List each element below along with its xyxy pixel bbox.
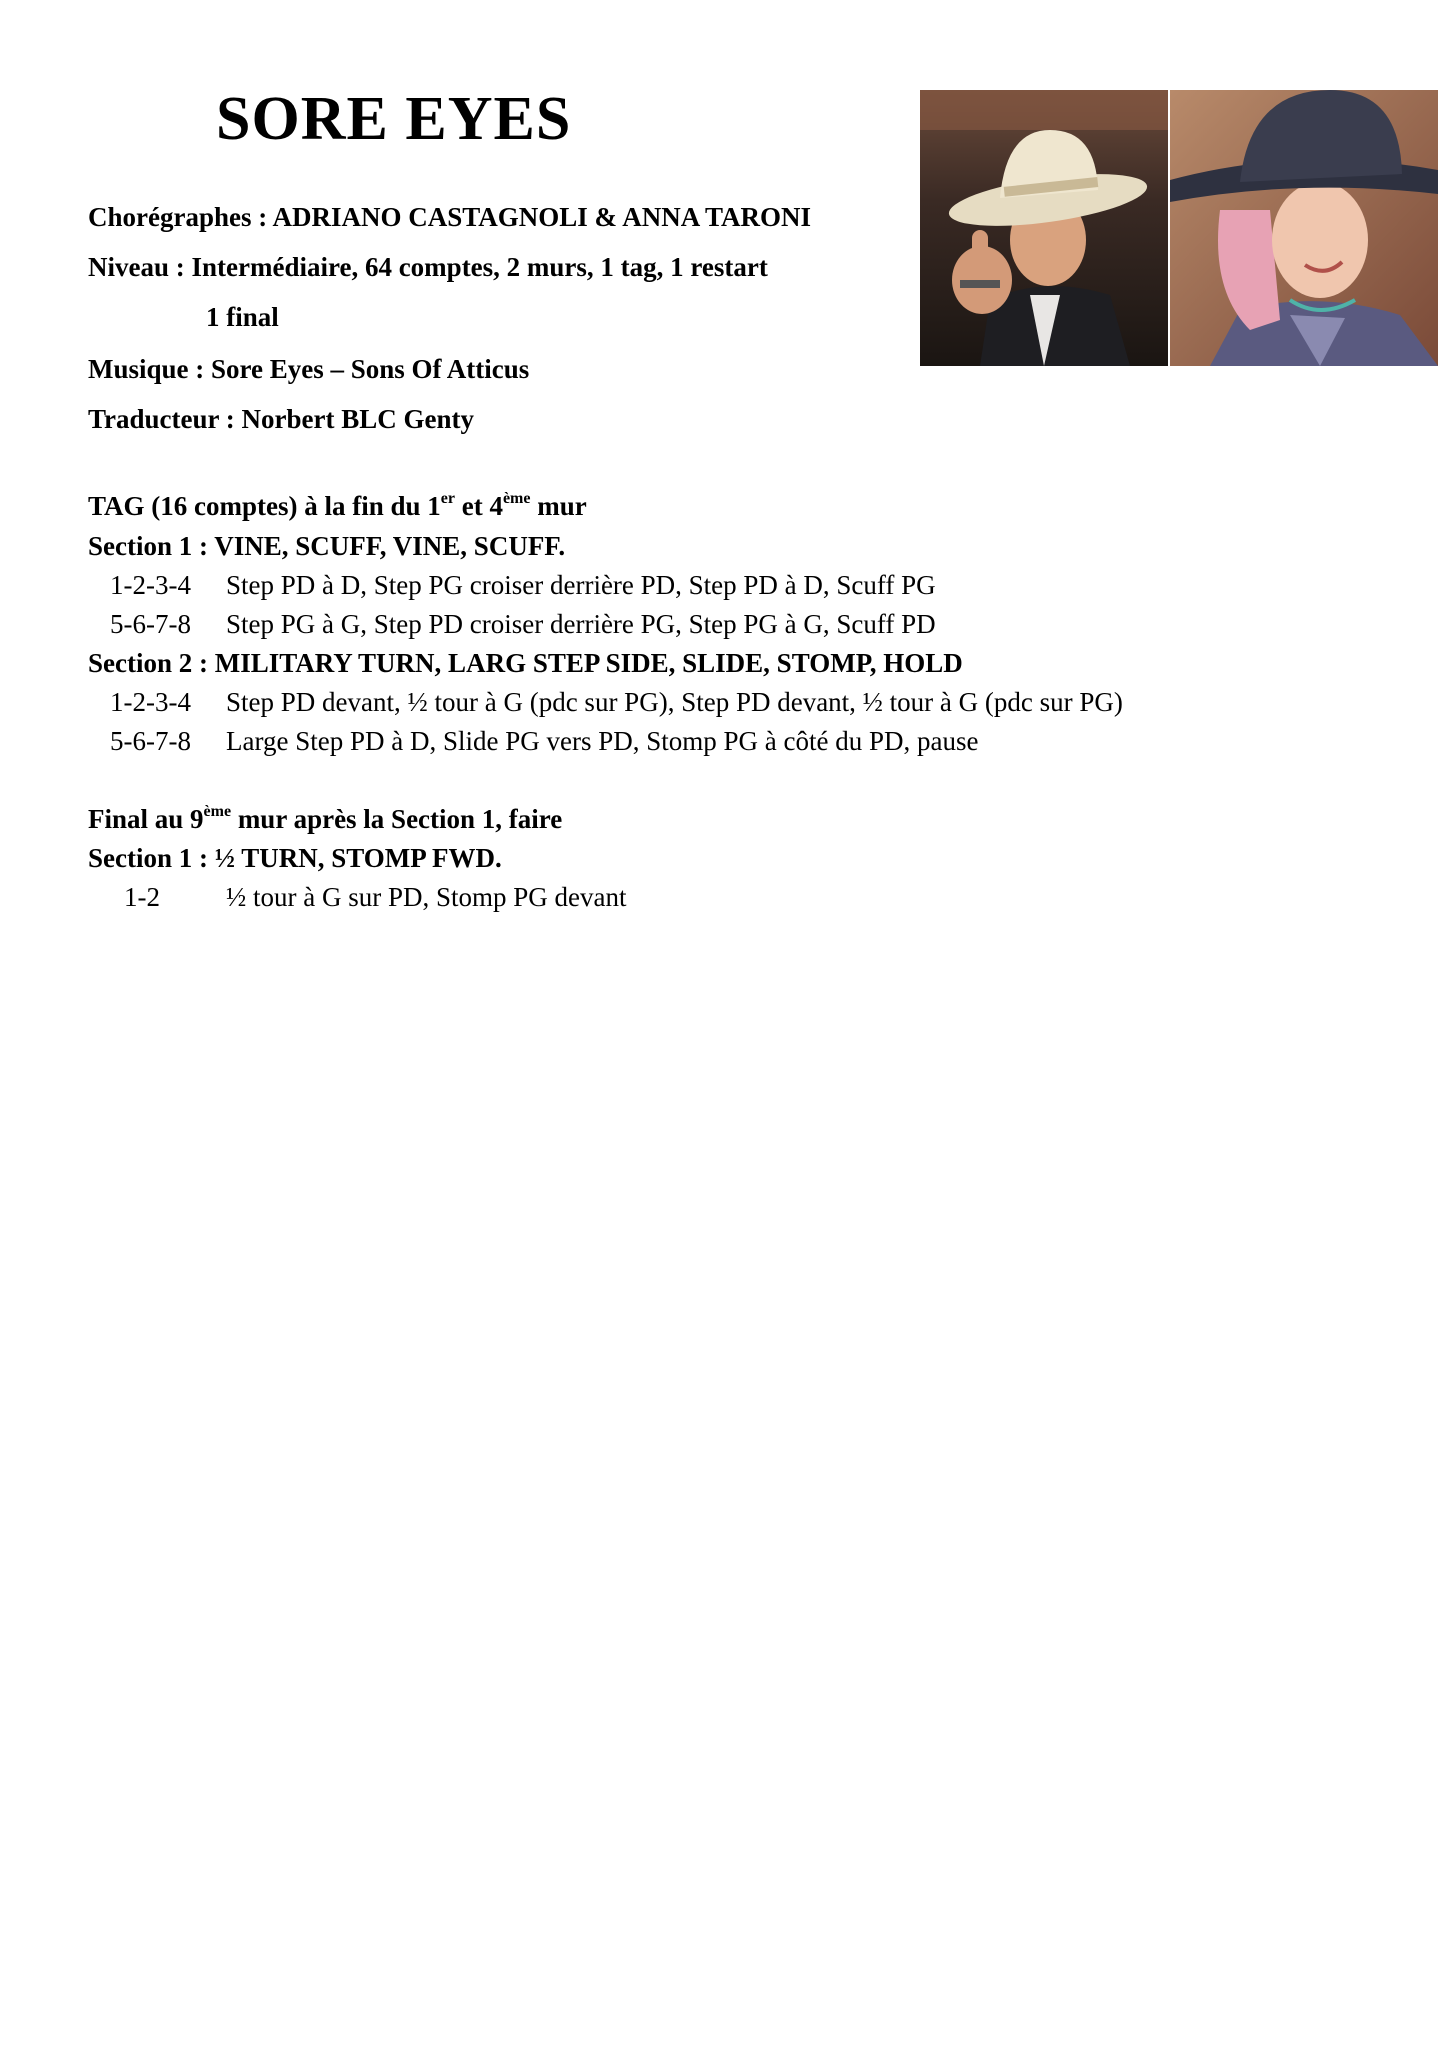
step-description: Step PD devant, ½ tour à G (pdc sur PG), Step PD devant, ½ tour à G (pdc sur PG) [226, 687, 1123, 717]
page-title: SORE EYES [216, 85, 572, 153]
step-count: 1-2 [124, 882, 160, 912]
step-description: Large Step PD à D, Slide PG vers PD, Stomp PG à côté du PD, pause [226, 726, 979, 756]
tag-heading: TAG (16 comptes) à la fin du 1er et 4ème mur [88, 490, 587, 521]
step-description: Step PG à G, Step PD croiser derrière PG, Step PG à G, Scuff PD [226, 609, 936, 639]
choreographer-photo-man-cowboy-hat [920, 90, 1168, 366]
level-line: Niveau : Intermédiaire, 64 comptes, 2 murs, 1 tag, 1 restart [88, 252, 768, 282]
step-count: 1-2-3-4 [110, 570, 191, 600]
final-section-heading: Section 1 : ½ TURN, STOMP FWD. [88, 843, 502, 873]
tag-section-2-heading: Section 2 : MILITARY TURN, LARG STEP SIDE, SLIDE, STOMP, HOLD [88, 648, 963, 678]
level-line-continued: 1 final [206, 302, 279, 332]
step-count: 5-6-7-8 [110, 726, 191, 756]
tag-section-1-heading: Section 1 : VINE, SCUFF, VINE, SCUFF. [88, 531, 566, 561]
music-line: Musique : Sore Eyes – Sons Of Atticus [88, 354, 530, 384]
choreographers-line: Chorégraphes : ADRIANO CASTAGNOLI & ANNA TARONI [88, 202, 812, 232]
translator-line: Traducteur : Norbert BLC Genty [88, 404, 474, 434]
step-description: ½ tour à G sur PD, Stomp PG devant [226, 882, 627, 912]
step-count: 5-6-7-8 [110, 609, 191, 639]
final-heading: Final au 9ème mur après la Section 1, faire [88, 803, 563, 834]
choreographer-photos [920, 90, 1438, 366]
choreographer-photo-woman-cowboy-hat [1170, 90, 1438, 366]
step-count: 1-2-3-4 [110, 687, 191, 717]
step-description: Step PD à D, Step PG croiser derrière PD, Step PD à D, Scuff PG [226, 570, 936, 600]
